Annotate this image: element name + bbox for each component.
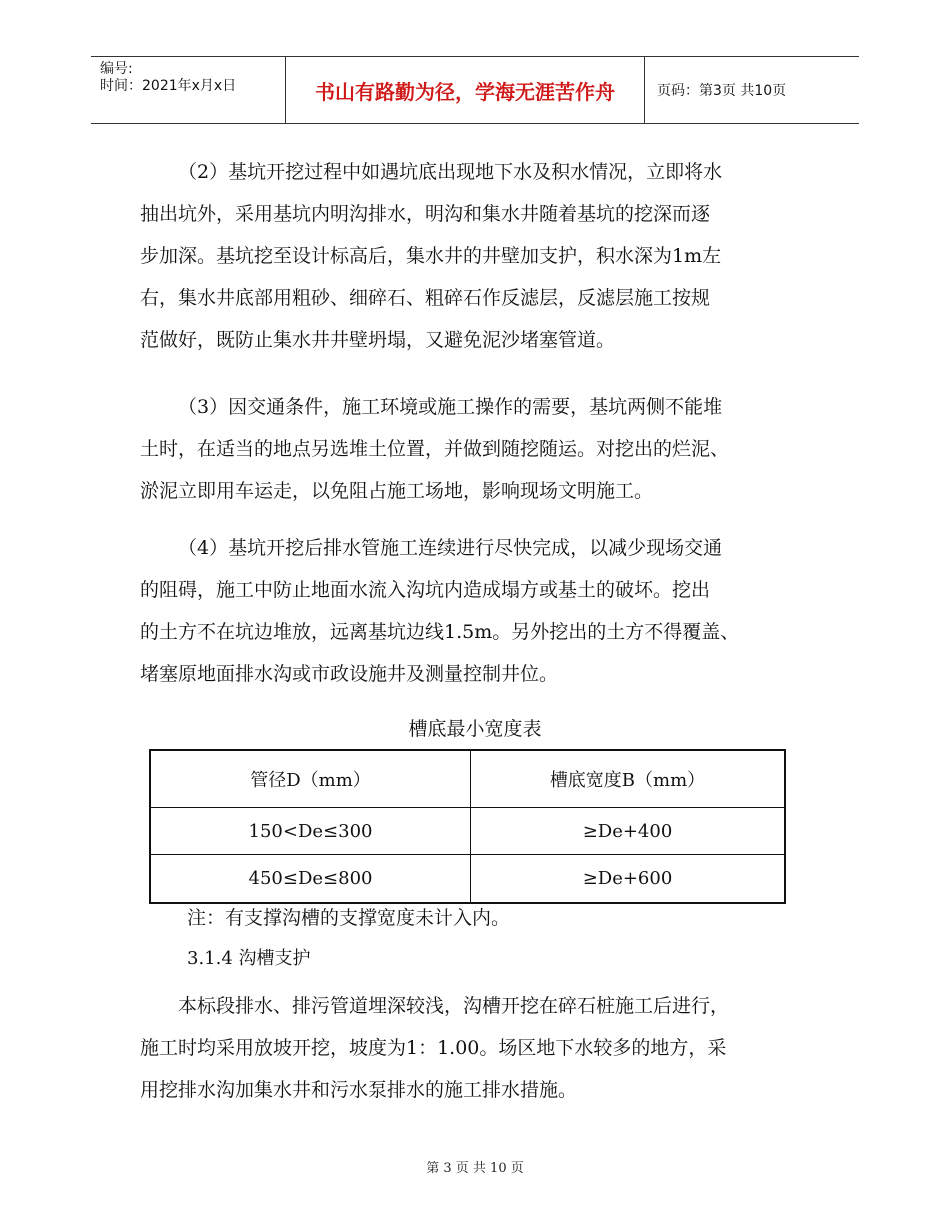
- table-cell: ≥De+600: [471, 855, 786, 903]
- page-header: [91, 56, 859, 124]
- paragraph-3: [140, 386, 816, 512]
- text-line: 堵塞原地面排水沟或市政设施井及测量控制井位。: [140, 663, 559, 685]
- table-caption: 槽底最小宽度表: [408, 718, 542, 740]
- min-width-table: [149, 749, 786, 904]
- text-line: 步加深。基坑挖至设计标高后，集水井的井壁加支护，积水深为1m左: [140, 245, 722, 267]
- header-motto: 书山有路勤为径，学海无涯苦作舟: [285, 57, 645, 123]
- text-line: 的土方不在坑边堆放，远离基坑边线1.5m。另外挖出的土方不得覆盖、: [140, 621, 740, 643]
- table-header-cell: 管径D（mm）: [150, 750, 471, 808]
- page-footer: 第 3 页 共 10 页: [426, 1161, 524, 1176]
- table-cell: 450≤De≤800: [150, 855, 471, 903]
- text-line: 右，集水井底部用粗砂、细碎石、粗碎石作反滤层，反滤层施工按规: [140, 287, 711, 309]
- text-line: 的阻碍，施工中防止地面水流入沟坑内造成塌方或基土的破坏。挖出: [140, 579, 711, 601]
- text-line: 范做好，既防止集水井井壁坍塌，又避免泥沙堵塞管道。: [140, 329, 616, 351]
- text-line: 施工时均采用放坡开挖，坡度为1：1.00。场区地下水较多的地方，采: [140, 1037, 727, 1059]
- time-label: 时间：2021年x月x日: [100, 78, 237, 94]
- section-paragraph: [140, 985, 816, 1111]
- table-cell: 150<De≤300: [150, 808, 471, 855]
- section-heading: 3.1.4 沟槽支护: [187, 948, 311, 969]
- table-header-row: [150, 750, 785, 808]
- text-line: 土时，在适当的地点另选堆土位置，并做到随挖随运。对挖出的烂泥、: [140, 438, 730, 460]
- paragraph-4: [140, 527, 816, 695]
- table-header-cell: 槽底宽度B（mm）: [471, 750, 786, 808]
- text-line: 抽出坑外，采用基坑内明沟排水，明沟和集水井随着基坑的挖深而逐: [140, 203, 711, 225]
- header-meta: [91, 57, 285, 123]
- paragraph-2: [140, 151, 816, 361]
- table-note: 注：有支撑沟槽的支撑宽度未计入内。: [187, 907, 511, 929]
- text-line: （4）基坑开挖后排水管施工连续进行尽快完成，以减少现场交通: [178, 537, 723, 559]
- header-page-label: 页码：第3页 共10页: [657, 83, 787, 99]
- table-row: [150, 808, 785, 855]
- code-label: 编号:: [100, 61, 133, 77]
- text-line: 本标段排水、排污管道埋深较浅，沟槽开挖在碎石桩施工后进行，: [178, 995, 730, 1017]
- text-line: （2）基坑开挖过程中如遇坑底出现地下水及积水情况，立即将水: [178, 161, 723, 183]
- text-line: 淤泥立即用车运走，以免阻占施工场地，影响现场文明施工。: [140, 480, 654, 502]
- table-cell: ≥De+400: [471, 808, 786, 855]
- text-line: （3）因交通条件，施工环境或施工操作的需要，基坑两侧不能堆: [178, 396, 723, 418]
- table-row: [150, 855, 785, 903]
- text-line: 用挖排水沟加集水井和污水泵排水的施工排水措施。: [140, 1079, 578, 1101]
